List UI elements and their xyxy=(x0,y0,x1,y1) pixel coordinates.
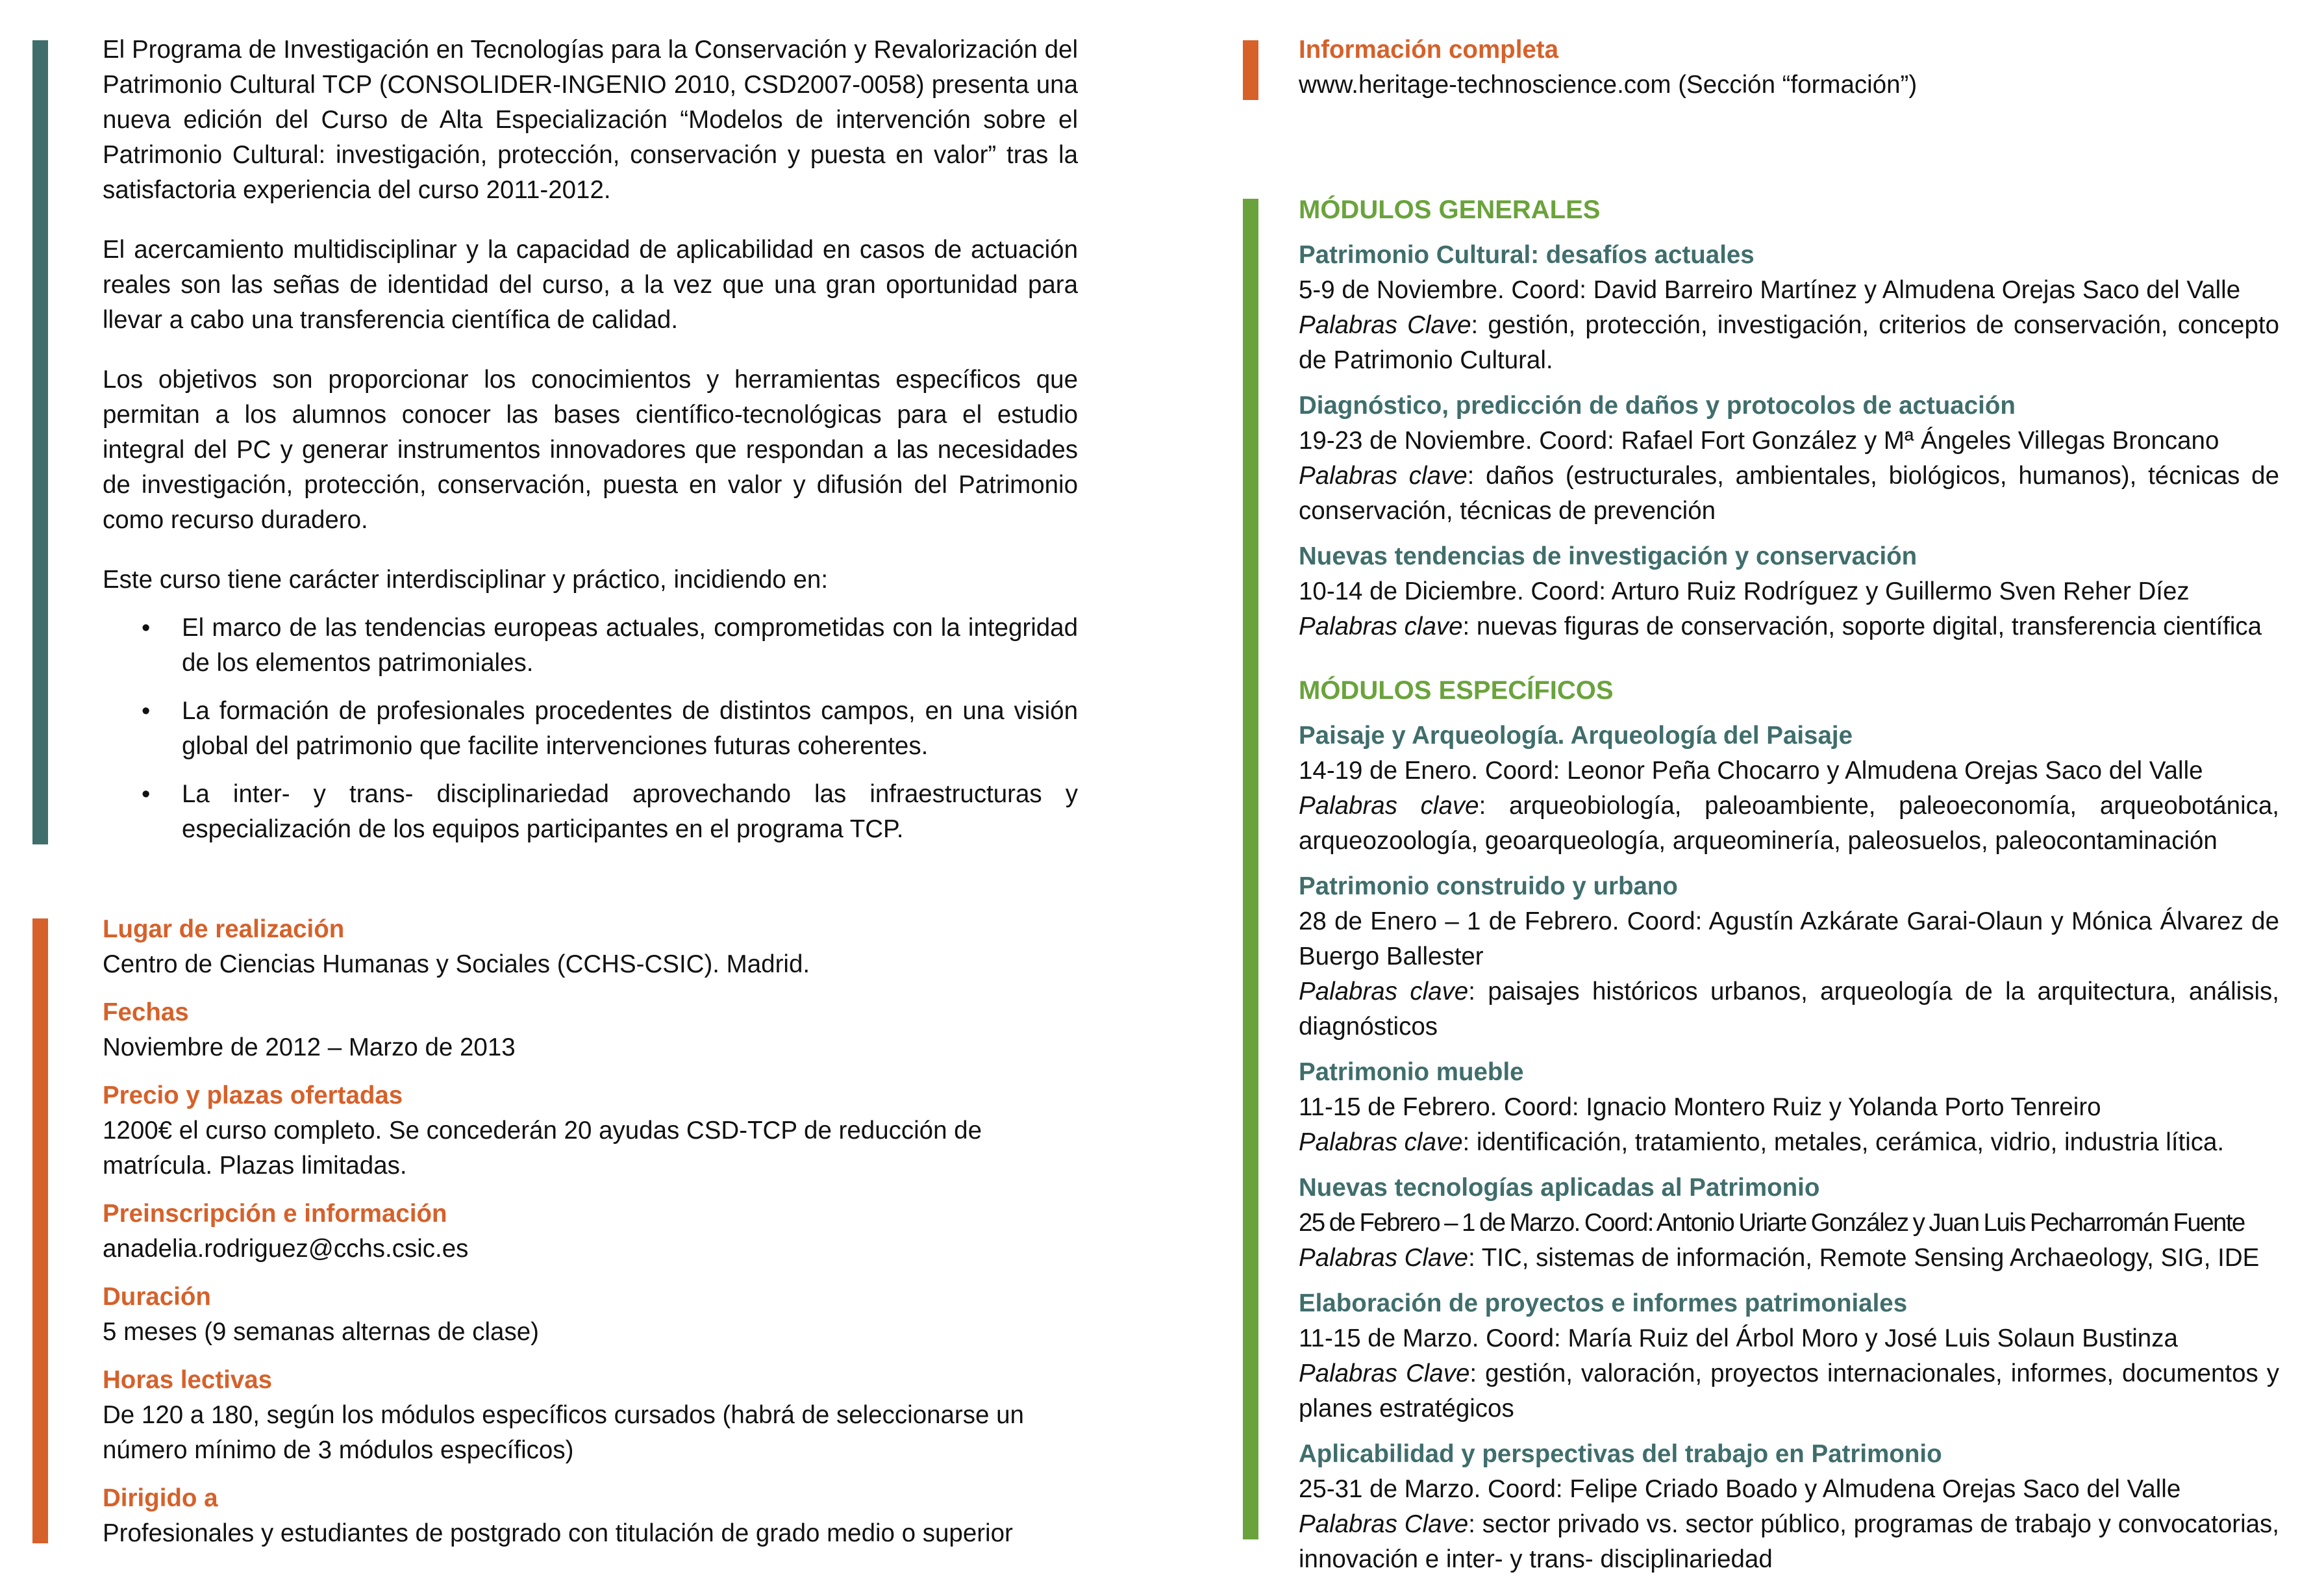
module-title: Nuevas tecnologías aplicadas al Patrimonio xyxy=(1299,1174,1820,1202)
module-title: Paisaje y Arqueología. Arqueología del Paisaje xyxy=(1299,722,1853,750)
module-keywords xyxy=(1299,1507,2279,1577)
module-keywords xyxy=(1299,459,2279,529)
bullet-icon: • xyxy=(142,698,151,725)
info-text: Profesionales y estudiantes de postgrado con titulación de grado medio o superior xyxy=(103,1519,1013,1547)
intro-paragraph: El Programa de Investigación en Tecnologías para la Conservación y Revalorización del Patrimonio Cultural TCP (CONSOLIDER-INGENIO 2010, CSD2007-0058) presenta una nueva edición del Curso de Alta Especialización “Modelos de intervención sobre el Patrimonio Cultural: investigación, protección, conservación y puesta en valor” tras la satisfactoria experiencia del curso 2011-2012. xyxy=(103,36,1078,204)
intro-paragraph: El acercamiento multidisciplinar y la capacidad de aplicabilidad en casos de actuación reales son las señas de identidad del curso, a la vez que una gran oportunidad para llevar a cabo una transferencia científica de calidad. xyxy=(103,236,1078,334)
module-item xyxy=(1299,869,2279,1044)
info-item-audience xyxy=(103,1481,1078,1551)
bullet-text: La formación de profesionales procedentes de distintos campos, en una visión global del patrimonio que facilite intervenciones futuras coherentes. xyxy=(182,697,1078,760)
module-item xyxy=(1299,388,2279,529)
keywords-text: : TIC, sistemas de información, Remote Sensing Archaeology, SIG, IDE xyxy=(1468,1244,2260,1272)
info-item-dates xyxy=(103,995,1078,1065)
module-dates: 28 de Enero – 1 de Febrero. Coord: Agustín Azkárate Garai-Olaun y Mónica Álvarez de Buergo Ballester xyxy=(1299,907,2279,970)
module-title: Nuevas tendencias de investigación y conservación xyxy=(1299,542,1918,570)
complete-info-accent-bar xyxy=(1243,40,1258,100)
module-item xyxy=(1299,718,2279,859)
module-keywords xyxy=(1299,974,2279,1044)
keywords-text: : arqueobiología, paleoambiente, paleoeconomía, arqueobotánica, arqueozoología, geoarqueología, arqueominería, paleosuelos, paleocontaminación xyxy=(1299,792,2279,855)
module-title: Patrimonio Cultural: desafíos actuales xyxy=(1299,241,1755,269)
bullet-icon: • xyxy=(142,614,151,642)
module-title: Diagnóstico, predicción de daños y protocolos de actuación xyxy=(1299,392,2016,420)
module-title: Elaboración de proyectos e informes patrimoniales xyxy=(1299,1289,1908,1317)
module-item xyxy=(1299,1055,2279,1160)
specific-modules-heading: MÓDULOS ESPECÍFICOS xyxy=(1299,676,1614,705)
info-section xyxy=(103,912,1078,1551)
bullet-item xyxy=(103,611,1078,681)
keywords-text: : sector privado vs. sector público, programas de trabajo y convocatorias, innovación e inter- y trans- disciplinariedad xyxy=(1299,1510,2279,1573)
module-dates: 25-31 de Marzo. Coord: Felipe Criado Boado y Almudena Orejas Saco del Valle xyxy=(1299,1475,2181,1503)
bullet-text: El marco de las tendencias europeas actuales, comprometidas con la integridad de los elementos patrimoniales. xyxy=(182,614,1078,677)
module-dates: 19-23 de Noviembre. Coord: Rafael Fort González y Mª Ángeles Villegas Broncano xyxy=(1299,427,2219,455)
module-dates: 10-14 de Diciembre. Coord: Arturo Ruiz Rodríguez y Guillermo Sven Reher Díez xyxy=(1299,577,2190,605)
keywords-text: : gestión, protección, investigación, criterios de conservación, concepto de Patrimonio Cultural. xyxy=(1299,311,2279,374)
bullet-item xyxy=(103,777,1078,847)
module-keywords xyxy=(1299,789,2279,859)
module-item xyxy=(1299,1286,2279,1426)
info-item-hours xyxy=(103,1363,1078,1468)
keywords-label: Palabras clave xyxy=(1299,792,1479,820)
module-item xyxy=(1299,238,2279,378)
info-title: Fechas xyxy=(103,998,189,1026)
keywords-label: Palabras Clave xyxy=(1299,1360,1470,1387)
info-title: Horas lectivas xyxy=(103,1366,273,1394)
module-keywords xyxy=(1299,609,2279,644)
info-text: De 120 a 180, según los módulos específicos cursados (habrá de seleccionarse un número mínimo de 3 módulos específicos) xyxy=(103,1401,1024,1464)
intro-paragraph: Los objetivos son proporcionar los conocimientos y herramientas específicos que permitan a los alumnos conocer las bases científico-tecnológicas para el estudio integral del PC y generar instrumentos innovadores que respondan a las necesidades de investigación, protección, conservación, puesta en valor y difusión del Patrimonio como recurso duradero. xyxy=(103,366,1078,534)
module-item xyxy=(1299,1170,2279,1276)
keywords-label: Palabras Clave xyxy=(1299,1244,1469,1272)
keywords-text: : daños (estructurales, ambientales, biológicos, humanos), técnicas de conservación, técnicas de prevención xyxy=(1299,462,2279,525)
modules-accent-bar xyxy=(1243,199,1258,1539)
module-dates: 5-9 de Noviembre. Coord: David Barreiro Martínez y Almudena Orejas Saco del Valle xyxy=(1299,276,2241,304)
module-title: Aplicabilidad y perspectivas del trabajo en Patrimonio xyxy=(1299,1440,1942,1468)
module-keywords xyxy=(1299,1356,2279,1426)
module-dates: 14-19 de Enero. Coord: Leonor Peña Chocarro y Almudena Orejas Saco del Valle xyxy=(1299,757,2203,785)
info-title: Dirigido a xyxy=(103,1484,218,1512)
info-text: 1200€ el curso completo. Se concederán 20 ayudas CSD-TCP de reducción de matrícula. Plazas limitadas. xyxy=(103,1117,982,1180)
info-title: Lugar de realización xyxy=(103,915,345,943)
keywords-text: : gestión, valoración, proyectos internacionales, informes, documentos y planes estratégicos xyxy=(1299,1360,2280,1423)
keywords-label: Palabras clave xyxy=(1299,613,1463,640)
complete-info-title: Información completa xyxy=(1299,36,1559,64)
module-dates: 11-15 de Febrero. Coord: Ignacio Montero Ruiz y Yolanda Porto Tenreiro xyxy=(1299,1093,2101,1121)
info-text: Noviembre de 2012 – Marzo de 2013 xyxy=(103,1033,516,1061)
info-text: Centro de Ciencias Humanas y Sociales (CCHS-CSIC). Madrid. xyxy=(103,950,810,978)
bullet-text: La inter- y trans- disciplinariedad aprovechando las infraestructuras y especialización de los equipos participantes en el programa TCP. xyxy=(182,780,1078,843)
keywords-label: Palabras clave xyxy=(1299,978,1469,1006)
complete-info-section xyxy=(1299,32,2279,103)
keywords-text: : paisajes históricos urbanos, arqueología de la arquitectura, análisis, diagnósticos xyxy=(1299,978,2280,1041)
module-dates: 25 de Febrero – 1 de Marzo. Coord: Antonio Uriarte González y Juan Luis Pecharromán Fuente xyxy=(1299,1209,2245,1237)
info-title: Duración xyxy=(103,1283,211,1311)
module-title: Patrimonio mueble xyxy=(1299,1058,1524,1086)
module-item xyxy=(1299,539,2279,644)
module-dates: 11-15 de Marzo. Coord: María Ruiz del Árbol Moro y José Luis Solaun Bustinza xyxy=(1299,1324,2178,1352)
module-keywords xyxy=(1299,1125,2279,1160)
keywords-text: : nuevas figuras de conservación, soporte digital, transferencia científica xyxy=(1462,613,2262,640)
module-keywords xyxy=(1299,308,2279,378)
bullet-item xyxy=(103,694,1078,764)
module-title: Patrimonio construido y urbano xyxy=(1299,872,1678,900)
general-modules-heading: MÓDULOS GENERALES xyxy=(1299,196,1601,224)
info-item-location xyxy=(103,912,1078,982)
intro-paragraph: Este curso tiene carácter interdisciplinar y práctico, incidiendo en: xyxy=(103,566,829,594)
info-item-price xyxy=(103,1078,1078,1183)
info-text: 5 meses (9 semanas alternas de clase) xyxy=(103,1318,539,1346)
keywords-label: Palabras clave xyxy=(1299,462,1468,490)
keywords-label: Palabras clave xyxy=(1299,1128,1463,1156)
intro-accent-bar xyxy=(32,40,48,844)
keywords-text: : identificación, tratamiento, metales, cerámica, vidrio, industria lítica. xyxy=(1462,1128,2225,1156)
bullet-icon: • xyxy=(142,781,151,808)
info-accent-bar xyxy=(32,918,48,1543)
info-title: Preinscripción e información xyxy=(103,1200,447,1228)
keywords-label: Palabras Clave xyxy=(1299,311,1471,339)
module-keywords xyxy=(1299,1241,2279,1276)
info-title: Precio y plazas ofertadas xyxy=(103,1081,403,1109)
intro-section xyxy=(103,32,1078,847)
info-item-preregistration xyxy=(103,1196,1078,1267)
modules-section xyxy=(1299,192,2279,1577)
website-link[interactable]: www.heritage-technoscience.com (Sección “formación”) xyxy=(1299,71,1918,99)
keywords-label: Palabras Clave xyxy=(1299,1510,1469,1538)
module-item xyxy=(1299,1437,2279,1577)
contact-email[interactable]: anadelia.rodriguez@cchs.csic.es xyxy=(103,1235,469,1263)
info-item-duration xyxy=(103,1280,1078,1350)
intro-bullet-list xyxy=(103,611,1078,847)
